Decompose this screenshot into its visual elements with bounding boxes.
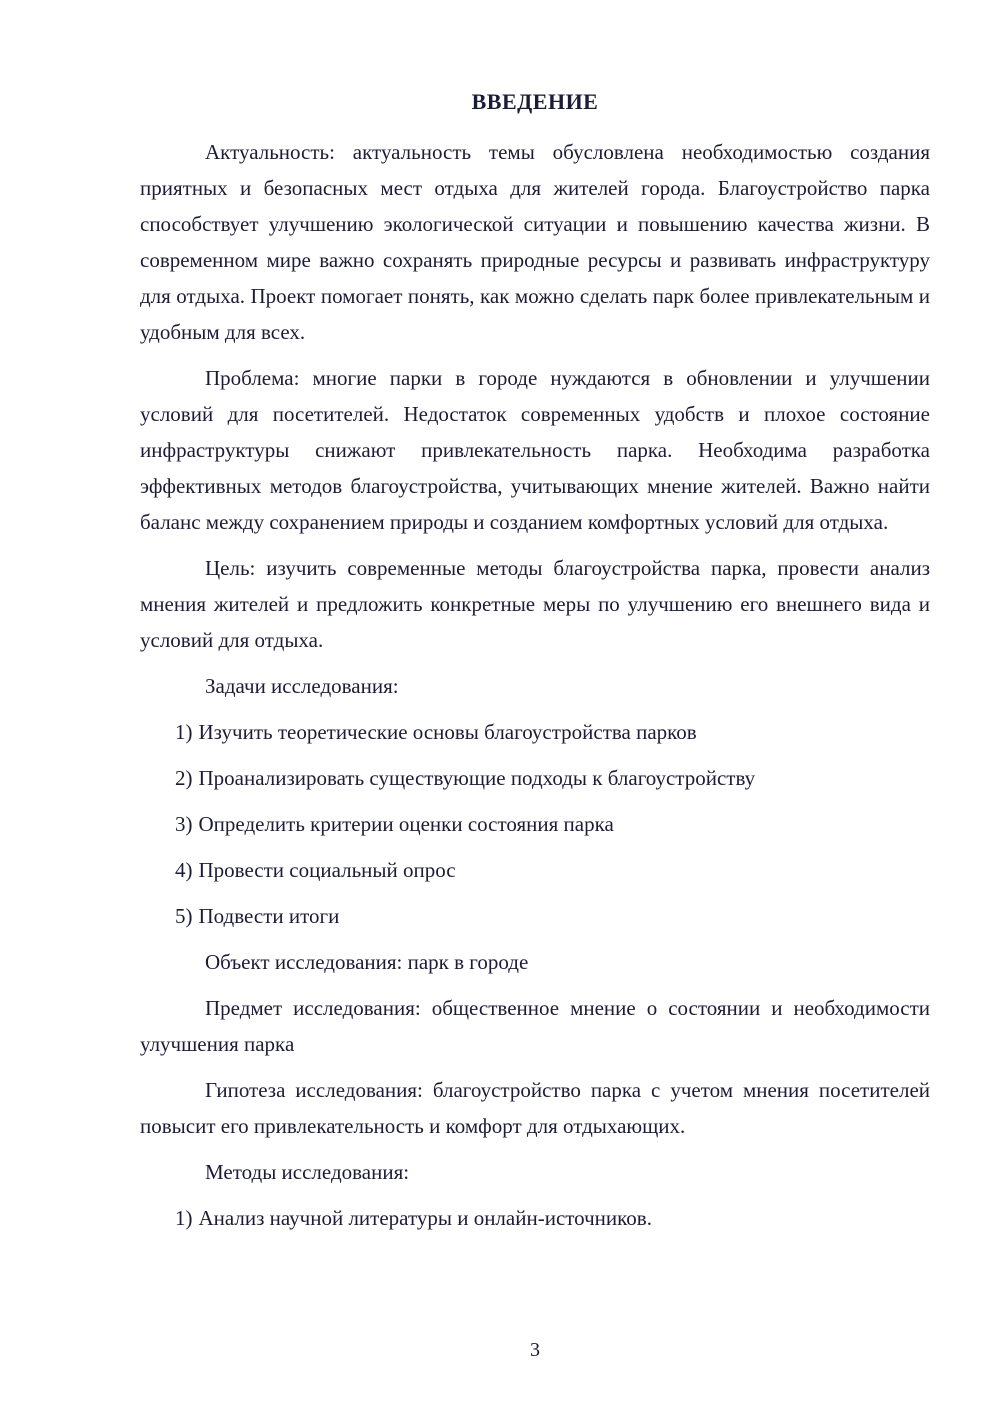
page-number: 3 — [530, 1339, 540, 1361]
task-item-2 — [140, 760, 930, 796]
method-number-1: 1) — [175, 1206, 193, 1230]
task-item-4 — [140, 852, 930, 888]
method-item-1 — [140, 1200, 930, 1236]
task-text-5: Подвести итоги — [198, 904, 340, 928]
task-text-1: Изучить теоретические основы благоустройства парков — [198, 720, 697, 744]
paragraph-predmet: Предмет исследования: общественное мнение о состоянии и необходимости улучшения парка — [140, 996, 930, 1056]
task-item-5 — [140, 898, 930, 934]
task-text-4: Провести социальный опрос — [198, 858, 456, 882]
task-text-2: Проанализировать существующие подходы к благоустройству — [198, 766, 756, 790]
task-number-2: 2) — [175, 766, 193, 790]
paragraph-metody-header: Методы исследования: — [205, 1160, 410, 1184]
task-item-1 — [140, 714, 930, 750]
paragraph-tsel: Цель: изучить современные методы благоустройства парка, провести анализ мнения жителей и предложить конкретные меры по улучшению его внешнего вида и условий для отдыха. — [140, 556, 930, 652]
paragraph-problema: Проблема: многие парки в городе нуждаются в обновлении и улучшении условий для посетителей. Недостаток современных удобств и плохое состояние инфраструктуры снижают привлекательность парка. Необходима разработка эффективных методов благоустройства, учитывающих мнение жителей. Важно найти баланс между сохранением природы и созданием комфортных условий для отдыха. — [140, 366, 930, 534]
paragraph-gipoteza: Гипотеза исследования: благоустройство парка с учетом мнения посетителей повысит его привлекательность и комфорт для отдыхающих. — [140, 1078, 930, 1138]
paragraph-aktualnost: Актуальность: актуальность темы обусловлена необходимостью создания приятных и безопасных мест отдыха для жителей города. Благоустройство парка способствует улучшению экологической ситуации и повышению качества жизни. В современном мире важно сохранять природные ресурсы и развивать инфраструктуру для отдыха. Проект помогает понять, как можно сделать парк более привлекательным и удобным для всех. — [140, 140, 930, 344]
paragraph-obekt: Объект исследования: парк в городе — [205, 950, 529, 974]
task-item-3 — [140, 806, 930, 842]
methods-list — [140, 1200, 930, 1236]
paragraph-zadachi-header: Задачи исследования: — [205, 674, 399, 698]
task-number-3: 3) — [175, 812, 193, 836]
task-text-3: Определить критерии оценки состояния парка — [198, 812, 614, 836]
task-number-1: 1) — [175, 720, 193, 744]
page-title: ВВЕДЕНИЕ — [471, 89, 599, 114]
tasks-list — [140, 714, 930, 934]
task-number-5: 5) — [175, 904, 193, 928]
task-number-4: 4) — [175, 858, 193, 882]
method-text-1: Анализ научной литературы и онлайн-источников. — [198, 1206, 652, 1230]
